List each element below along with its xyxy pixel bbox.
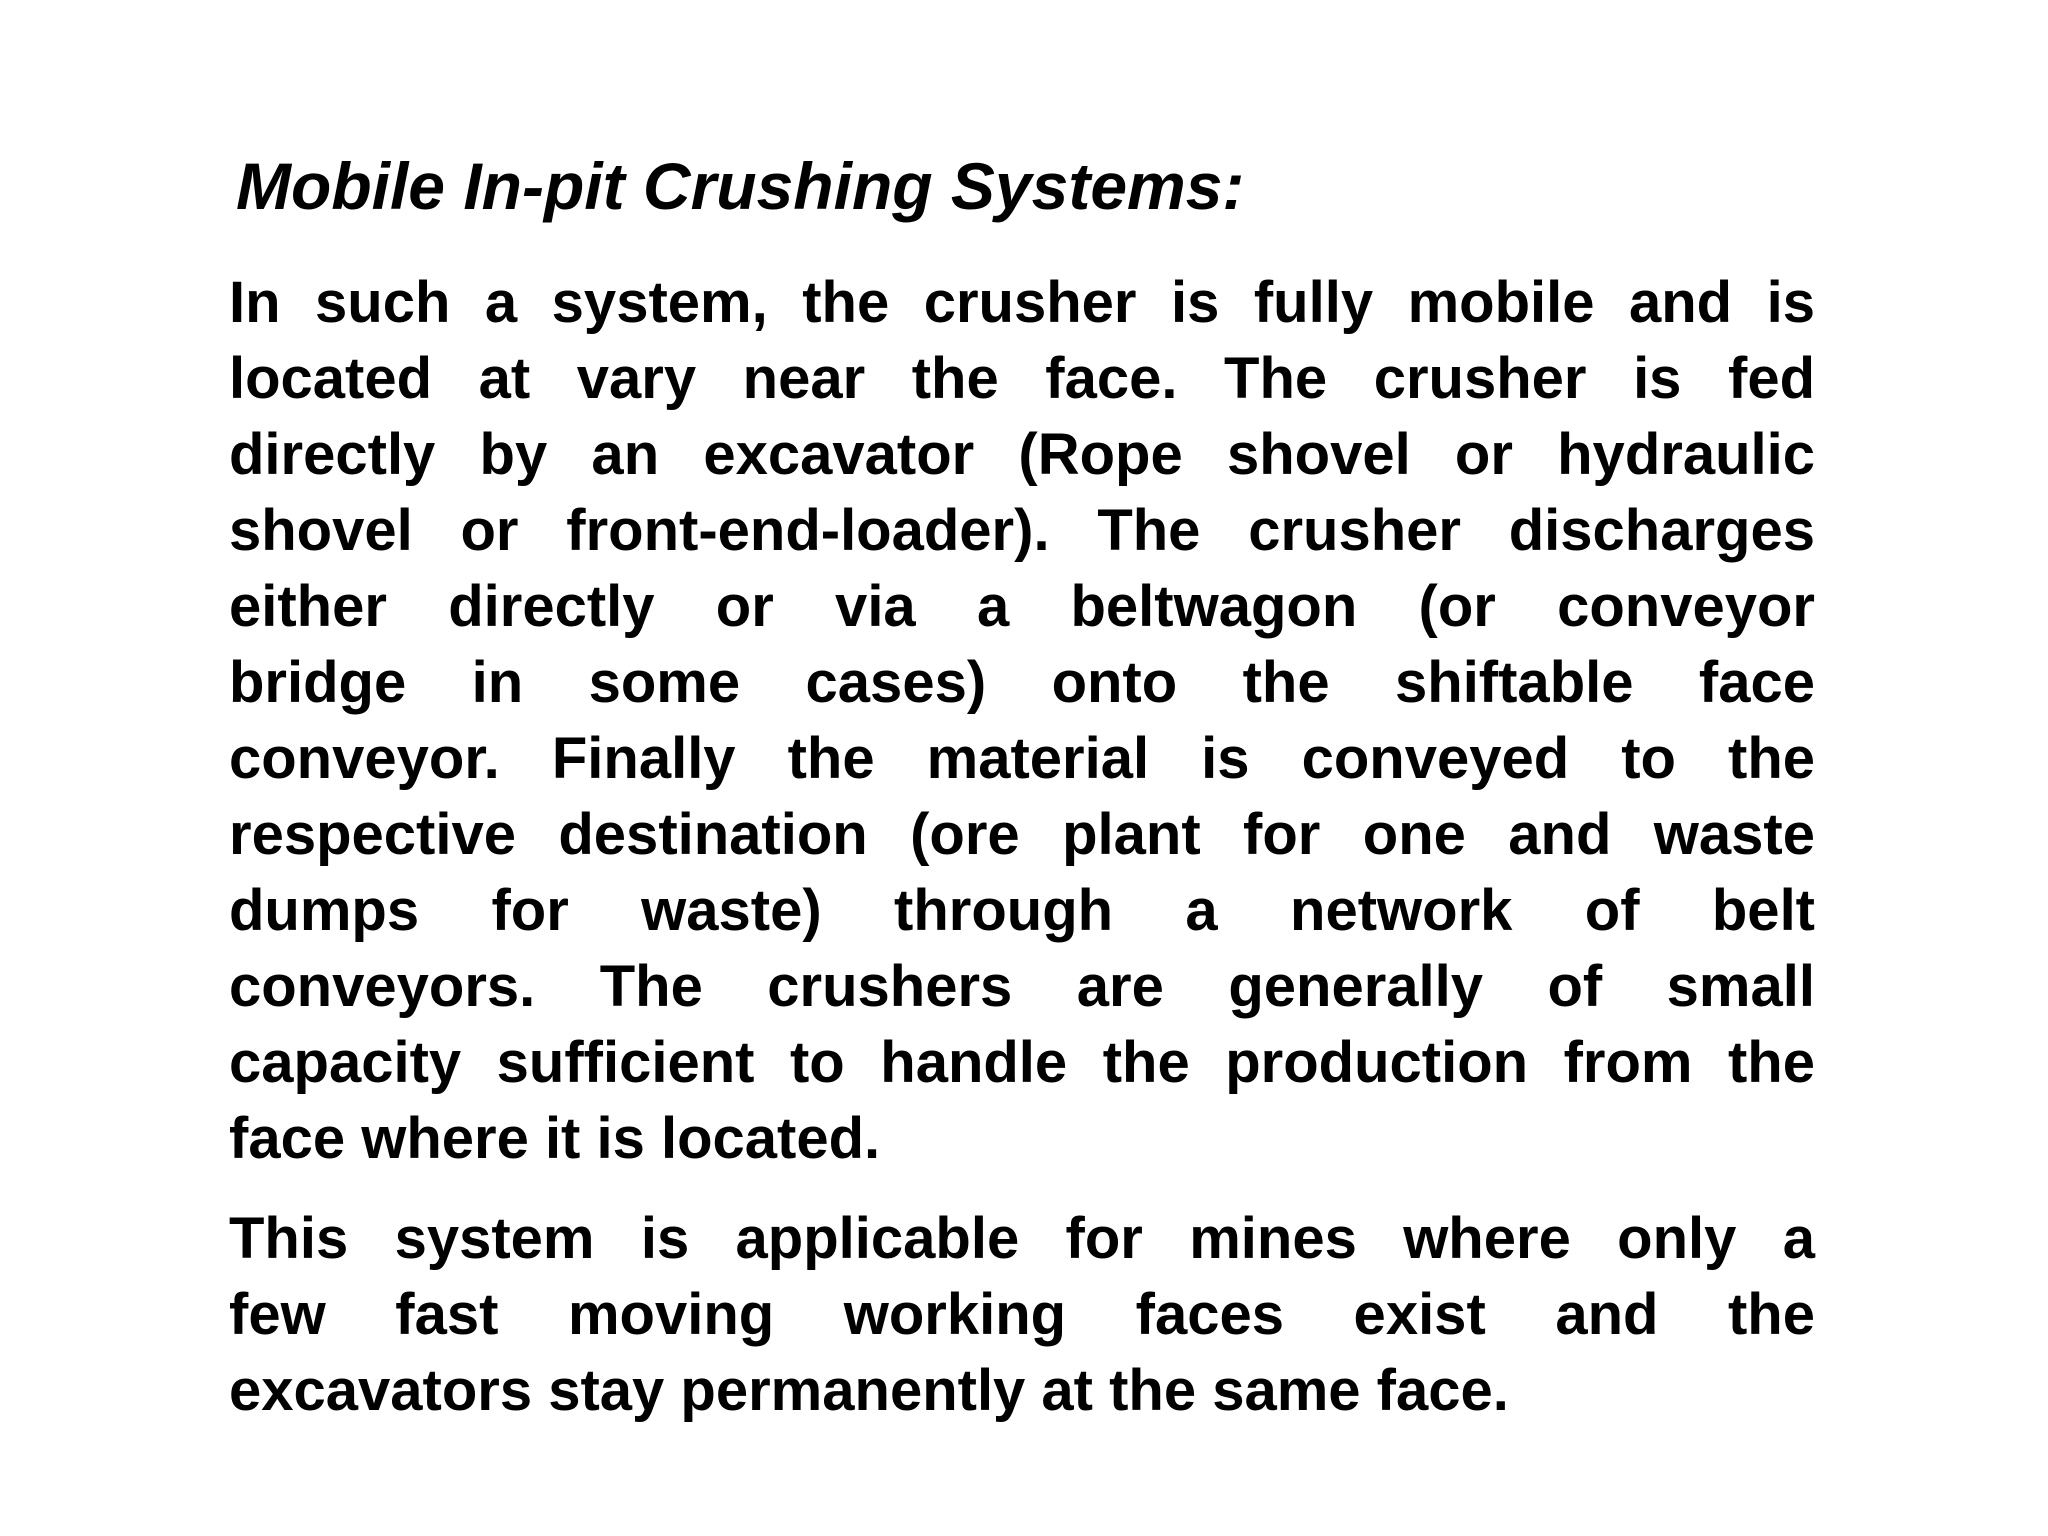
text-line: conveyor. Finally the material is conveyed to the [229, 726, 1815, 791]
body-paragraph-1 [229, 265, 1815, 1177]
slide-title: Mobile In-pit Crushing Systems: [236, 149, 1245, 223]
text-line: directly by an excavator (Rope shovel or hydraulic [229, 422, 1815, 487]
text-line: This system is applicable for mines where only a [229, 1206, 1815, 1271]
text-line: conveyors. The crushers are generally of small [229, 954, 1815, 1019]
text-line: dumps for waste) through a network of belt [229, 878, 1815, 943]
text-line: respective destination (ore plant for one and waste [229, 802, 1815, 867]
text-line: capacity sufficient to handle the production from the [229, 1030, 1815, 1095]
text-line: few fast moving working faces exist and the [229, 1282, 1815, 1347]
body-paragraph-2 [229, 1201, 1815, 1429]
text-line: face where it is located. [229, 1106, 881, 1171]
text-line: either directly or via a beltwagon (or conveyor [229, 574, 1815, 639]
text-line: shovel or front-end-loader). The crusher discharges [229, 498, 1815, 563]
text-line: located at vary near the face. The crusher is fed [229, 346, 1815, 411]
text-line: bridge in some cases) onto the shiftable face [229, 650, 1815, 715]
text-line: excavators stay permanently at the same face. [229, 1358, 1509, 1423]
text-line: In such a system, the crusher is fully mobile and is [229, 270, 1815, 335]
